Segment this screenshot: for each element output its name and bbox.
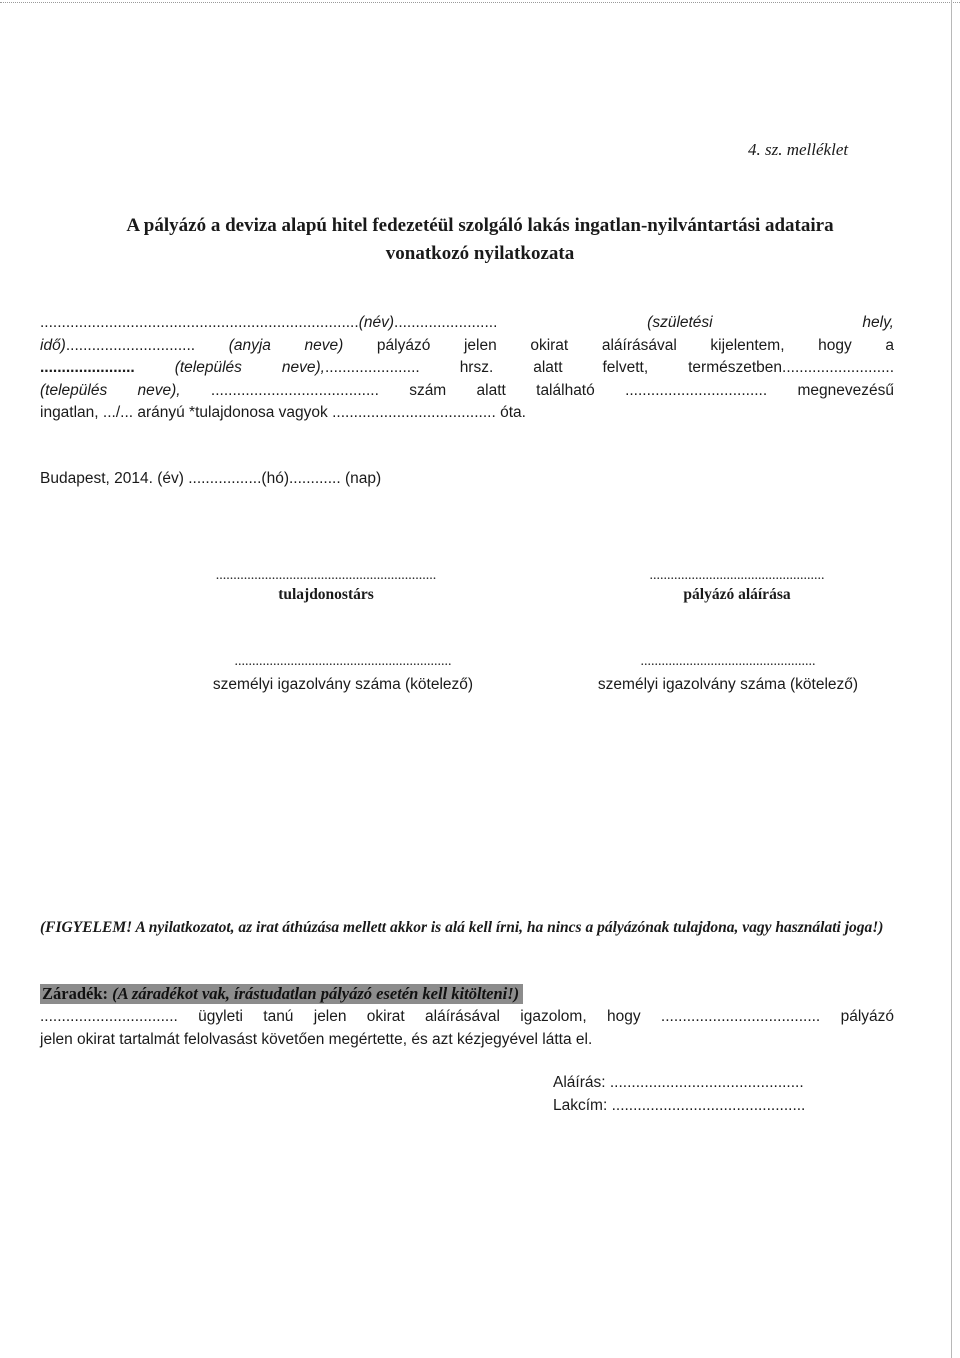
name-placeholder: (név) [358,314,395,331]
declaration-text: szám alatt található [409,381,595,399]
declaration-line-3 [40,357,894,380]
fill-in-dots[interactable]: ...................... [324,359,420,376]
birth-place-placeholder: (születési hely, [647,314,894,331]
clause-text: pályázó [840,1008,895,1025]
document-title [40,212,920,268]
fill-in-dots[interactable]: ....................................... [210,381,379,399]
date-line[interactable]: Budapest, 2014. (év) .................(hó)............ (nap) [40,470,382,487]
fill-in-dots[interactable]: .............................. [65,336,196,354]
clause-heading-note: (A záradékot vak, írástudatlan pályázó esetén kell kitölteni!) [112,984,520,1003]
declaration-paragraph [40,312,894,425]
fill-in-dots[interactable]: ................................. [625,381,768,399]
applicant-signature-label: pályázó aláírása [683,586,791,603]
applicant-name-dots[interactable]: ..................................... [660,1008,821,1025]
fill-in-dots[interactable]: ...................................... [332,404,496,421]
address-dots[interactable]: ............................................. [611,1097,806,1114]
scan-top-border [0,2,960,4]
witness-address-field [553,1097,805,1115]
co-owner-label: tulajdonostárs [278,586,374,603]
applicant-id-label: személyi igazolvány száma (kötelező) [597,676,859,693]
clause-paragraph [40,1006,894,1051]
clause-heading-label: Záradék: [42,984,108,1003]
clause-line-1 [40,1006,894,1029]
signature-label: Aláírás: [553,1074,606,1091]
declaration-text: óta. [500,404,526,421]
clause-heading [40,984,523,1004]
declaration-line-5 [40,402,894,425]
scan-right-border [951,0,952,1358]
title-line-2: vonatkozó nyilatkozata [385,243,575,264]
declaration-text: megnevezésű [797,381,895,399]
co-owner-id-label: személyi igazolvány száma (kötelező) [212,676,474,693]
fill-in-dots[interactable]: ...................... [40,359,135,376]
applicant-id-block [578,654,878,694]
town-placeholder: (település neve), [40,381,181,399]
annex-number: 4. sz. melléklet [748,140,849,159]
address-label: Lakcím: [553,1097,608,1114]
declaration-line-1 [40,312,894,335]
declaration-line-4 [40,380,894,403]
applicant-signature-block [608,568,866,604]
fill-in-dots[interactable]: ........................ [394,314,498,331]
fill-in-dots[interactable]: .......................................................................... [40,314,359,331]
clause-text: ügyleti tanú jelen okirat aláírásával igazolom, hogy [198,1008,641,1025]
signature-dots[interactable]: ............................................. [609,1074,804,1091]
id-number-dots[interactable]: .............................................................. [234,654,452,669]
clause-line-2: jelen okirat tartalmát felolvasást követően megértette, és azt kézjegyével látta el. [40,1030,593,1048]
id-number-dots[interactable]: .................................................. [640,654,816,669]
co-owner-id-block [178,654,508,694]
signature-dots[interactable]: ............................................................... [215,568,437,583]
declaration-text: hrsz. alatt felvett, természetben [459,359,783,376]
signature-dots[interactable]: .................................................. [649,568,825,583]
fill-in-dots[interactable]: .......................... [782,359,894,376]
co-owner-signature-block [164,568,488,604]
warning-note: (FIGYELEM! A nyilatkozatot, az irat áthúzása mellett akkor is alá kell írni, ha nincs a pályázónak tulajdona, vagy használati joga!) [40,919,884,936]
declaration-text: ingatlan, .../... arányú *tulajdonosa vagyok [40,404,328,421]
title-line-1: A pályázó a deviza alapú hitel fedezetéül szolgáló lakás ingatlan-nyilvántartási adataira [126,215,834,236]
birth-time-placeholder: idő) [40,336,66,354]
town-placeholder: (település neve), [174,359,325,376]
witness-signature-field [553,1074,804,1092]
witness-name-dots[interactable]: ................................ [40,1008,178,1025]
declaration-text: pályázó jelen okirat aláírásával kijelentem, hogy a [376,336,894,354]
mother-name-placeholder: (anyja neve) [228,336,344,354]
declaration-line-2 [40,335,894,358]
